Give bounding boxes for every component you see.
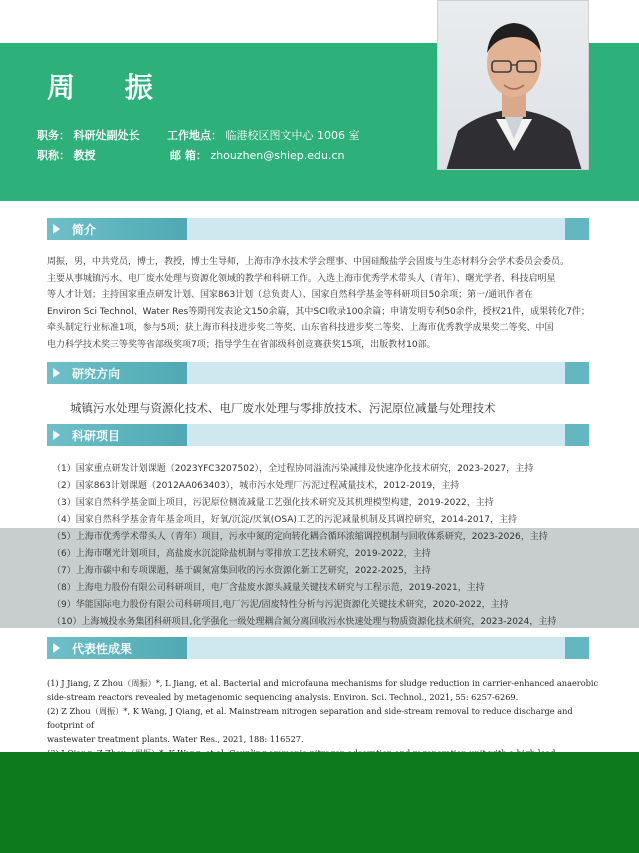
intro-line: 等人才计划；主持国家重点研发计划、国家863计划（总负责人）、国家自然科学基金等科研项目50余项；第一/通讯作者在 (47, 290, 534, 300)
list-item: （4）国家自然科学基金青年基金项目，好氧/沉淀/厌氧(OSA)工艺的污泥减量机制及其调控研究，2014-2017，主持 (52, 515, 517, 525)
project-list (52, 461, 612, 631)
email-value: zhouzhen@shiep.edu.cn (210, 149, 345, 162)
arrow-icon (53, 430, 60, 440)
list-item: （1）国家重点研发计划课题（2023YFC3207502），全过程协同溢流污染减排及快速净化技术研究，2023-2027，主持 (52, 464, 534, 474)
portrait-illustration (438, 1, 589, 170)
list-item: （6）上海市曙光计划项目，高盐废水沉淀除盐机制与零排放工艺技术研究，2019-2022，主持 (52, 549, 431, 559)
intro-line: Environ Sci Technol、Water Res等期刊发表论文150余篇，其中SCI收录100余篇；申请发明专利50余件，授权21件，成果转化7件； (47, 306, 590, 317)
section-title: 科研项目 (72, 429, 121, 443)
section-tab (47, 218, 187, 240)
location-label: 工作地点： (167, 129, 222, 142)
person-name: 周 振 (47, 71, 173, 104)
list-item: （5）上海市优秀学术带头人（青年）项目，污水中氮的定向转化耦合循环浓缩调控机制与回收体系研究，2023-2026，主持 (52, 532, 548, 542)
intro-paragraph (47, 254, 599, 353)
achievement-line: side-stream reactors revealed by metagenomic sequencing analysis. Environ. Sci. Technol., 2021, 55: 6257-6269. (47, 692, 519, 702)
research-direction-text: 城镇污水处理与资源化技术、电厂废水处理与零排放技术、污泥原位减量与处理技术 (70, 401, 496, 415)
list-item: （7）上海市碳中和专项课题，基于碳氮富集回收的污水资源化新工艺研究，2022-2025，主持 (52, 566, 431, 576)
location-value: 临港校区图文中心 1006 室 (225, 129, 360, 142)
section-endcap (565, 218, 589, 240)
position-value: 科研处副处长 (73, 129, 140, 142)
intro-line: 牵头制定行业标准1项，参与5项；获上海市科技进步奖二等奖、山东省科技进步奖二等奖、上海市优秀教学成果奖二等奖、中国 (47, 323, 554, 333)
achievement-line: (1) J Jiang, Z Zhou（周振）*, L Jiang, et al. Bacterial and microfauna mechanisms for sludge reduction in carrier-enhanced anaerobic (47, 678, 599, 688)
arrow-icon (53, 224, 60, 234)
section-intro (47, 218, 589, 240)
arrow-icon (53, 368, 60, 378)
section-projects (47, 424, 589, 446)
section-title: 代表性成果 (72, 642, 133, 656)
title-label: 职称： (37, 149, 70, 162)
profile-photo (437, 0, 589, 170)
footer-block (0, 752, 639, 853)
achievement-line: (2) Z Zhou（周振）*, K Wang, J Qiang, et al. Mainstream nitrogen separation and side-stream removal to reduce discharge and footprint of (47, 706, 573, 730)
section-endcap (565, 637, 589, 659)
list-item: （9）华能国际电力股份有限公司科研项目,电厂污泥/固废特性分析与污泥资源化关键技术研究，2020-2022，主持 (52, 600, 509, 610)
section-achievements (47, 637, 589, 659)
title-value: 教授 (73, 149, 96, 162)
email-label: 邮 箱： (170, 149, 207, 162)
email-row (170, 147, 345, 163)
section-endcap (565, 424, 589, 446)
intro-line: 电力科学技术奖三等奖等省部级奖项7项；指导学生在省部级科创竞赛获奖15项，出版教材10部。 (47, 339, 436, 350)
list-item: （2）国家863计划课题（2012AA063403），城市污水处理厂污泥过程减量技术，2012-2019，主持 (52, 481, 460, 491)
position-row (37, 127, 140, 143)
position-label: 职务： (37, 129, 70, 142)
intro-line: 周振，男，中共党员，博士，教授，博士生导师，上海市净水技术学会理事、中国硅酸盐学会固废与生态材料分会学术委员会委员。 (47, 257, 570, 267)
achievement-line: wastewater treatment plants. Water Res., 2021, 188: 116527. (47, 734, 304, 744)
intro-line: 主要从事城镇污水、电厂废水处理与资源化领域的教学和科研工作。入选上海市优秀学术带头人（青年）、曙光学者、科技启明星 (47, 273, 556, 284)
title-row (37, 147, 96, 163)
section-title: 简介 (72, 223, 97, 237)
arrow-icon (53, 643, 60, 653)
location-row (167, 127, 360, 143)
list-item: （3）国家自然科学基金面上项目，污泥原位侧流减量工艺强化技术研究及其机理模型构建，2019-2022，主持 (52, 498, 494, 508)
list-item: （10）上海城投水务集团科研项目,化学强化一级处理耦合氮分离回收污水快速处理与物质资源化技术研究，2023-2024，主持 (52, 617, 557, 627)
section-direction (47, 362, 589, 384)
section-title: 研究方向 (72, 367, 121, 381)
section-endcap (565, 362, 589, 384)
list-item: （8）上海电力股份有限公司科研项目，电厂含盐废水源头减量关键技术研究与工程示范，2019-2021，主持 (52, 583, 485, 593)
